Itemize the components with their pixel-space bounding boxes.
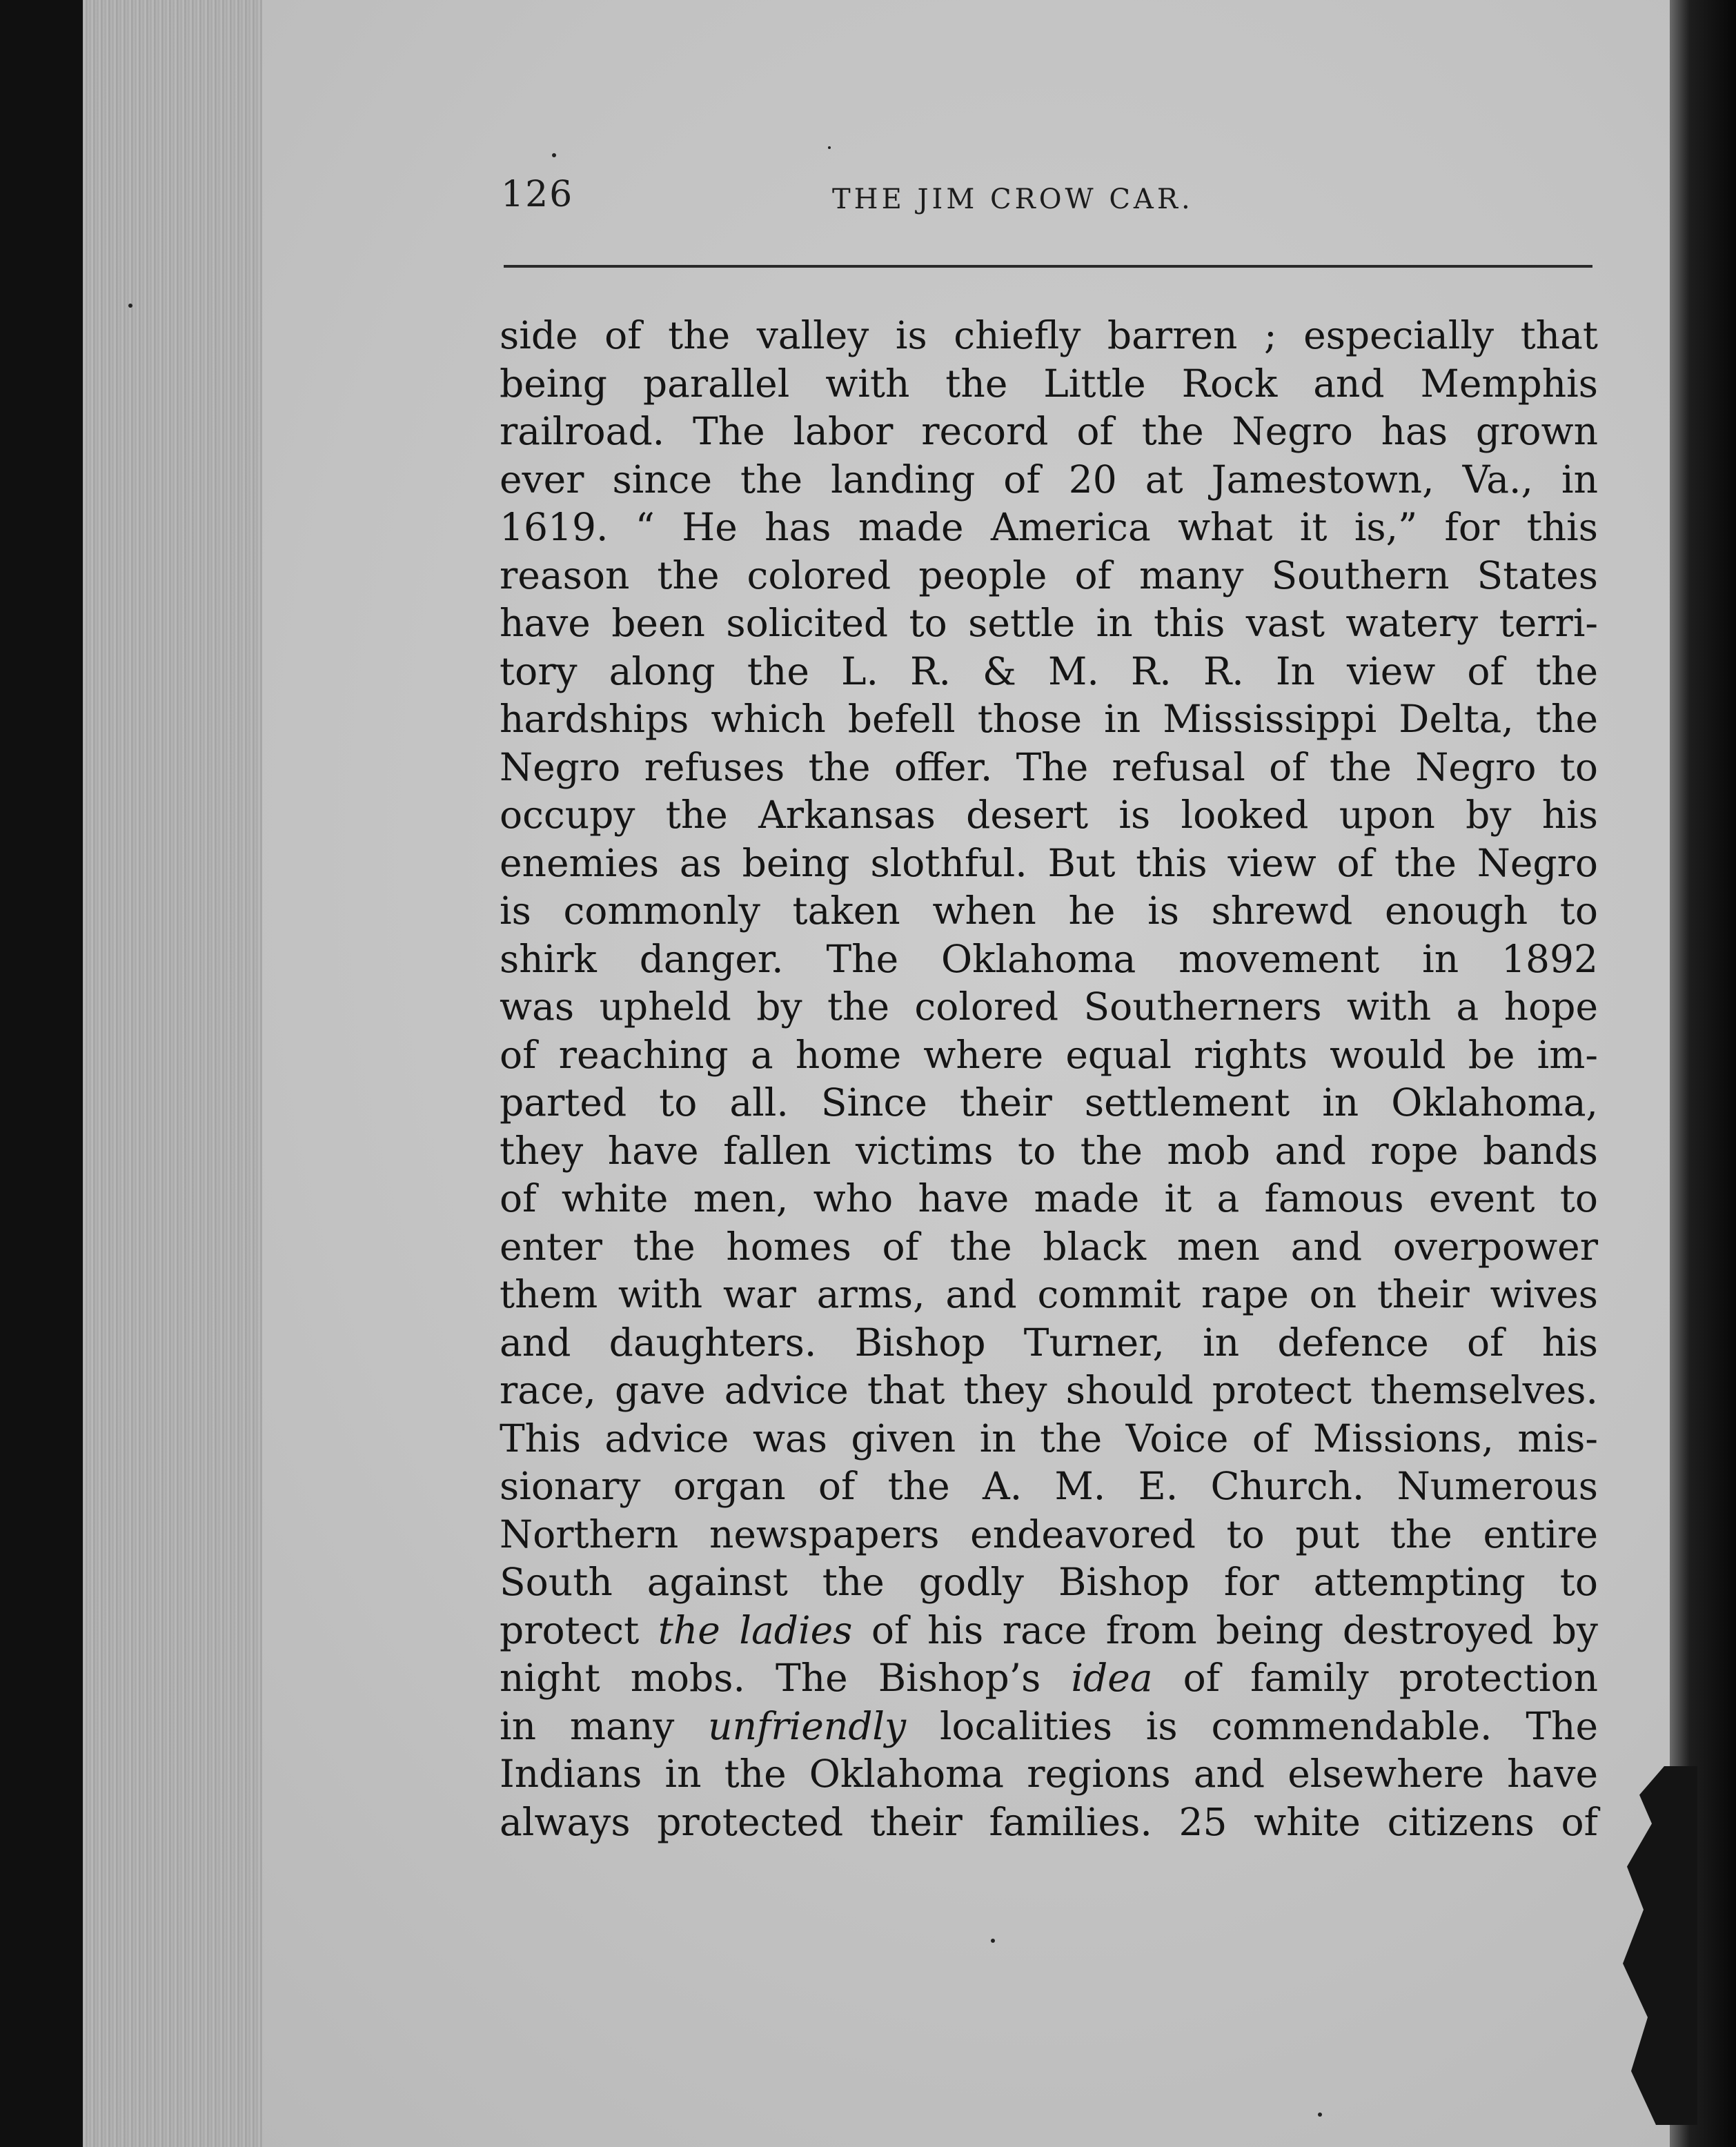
ink-speck: [128, 304, 132, 308]
ink-speck: [1318, 2113, 1322, 2117]
text-line: occupy the Arkansas desert is looked upon by his: [500, 793, 1598, 837]
text-run: protect: [500, 1607, 658, 1652]
text-line: sionary organ of the A. M. E. Church. Numerous: [500, 1464, 1598, 1508]
header-rule: [504, 265, 1592, 268]
text-line: and daughters. Bishop Turner, in defence of his: [500, 1320, 1598, 1365]
text-line: 1619. “ He has made America what it is,” for this: [500, 505, 1598, 549]
text-run: of family protection: [1152, 1656, 1598, 1700]
text-line: of reaching a home where equal rights would be im-: [500, 1032, 1598, 1077]
text-line: enter the homes of the black men and overpower: [500, 1224, 1598, 1269]
text-line: them with war arms, and commit rape on their wives: [500, 1272, 1598, 1316]
text-line: of white men, who have made it a famous event to: [500, 1176, 1598, 1220]
text-line: Indians in the Oklahoma regions and elsewhere have: [500, 1752, 1598, 1796]
page-number: 126: [501, 174, 574, 215]
text-run: in many: [500, 1703, 709, 1748]
text-line: tory along the L. R. & M. R. R. In view of the: [500, 649, 1598, 693]
text-line: hardships which befell those in Mississippi Delta, the: [500, 697, 1598, 741]
text-line: always protected their families. 25 white citizens of: [500, 1799, 1598, 1844]
italic-phrase: the ladies: [658, 1607, 853, 1652]
text-line: South against the godly Bishop for attempting to: [500, 1560, 1598, 1604]
text-line: reason the colored people of many Southern States: [500, 553, 1598, 597]
text-line: railroad. The labor record of the Negro has grown: [500, 409, 1598, 453]
ink-speck: [828, 146, 831, 149]
text-line: have been solicited to settle in this vast watery terri-: [500, 601, 1598, 645]
text-line-with-italic: [500, 1703, 1598, 1751]
text-line-with-italic: [500, 1654, 1598, 1703]
text-line: enemies as being slothful. But this view of the Negro: [500, 840, 1598, 885]
text-line: side of the valley is chiefly barren ; especially that: [500, 313, 1598, 357]
running-head: [501, 174, 1598, 236]
text-line: This advice was given in the Voice of Missions, mis-: [500, 1416, 1598, 1461]
page-edges: [83, 0, 262, 2147]
body-text: [500, 312, 1598, 1846]
text-line: parted to all. Since their settlement in Oklahoma,: [500, 1080, 1598, 1125]
text-run: of his race from being destroyed by: [852, 1607, 1598, 1652]
text-run: night mobs. The Bishop’s: [500, 1656, 1072, 1700]
text-line: Negro refuses the offer. The refusal of the Negro to: [500, 744, 1598, 789]
italic-phrase: unfriendly: [708, 1703, 907, 1748]
running-title: THE JIM CROW CAR.: [832, 184, 1194, 215]
text-line: is commonly taken when he is shrewd enough to: [500, 889, 1598, 933]
text-line: ever since the landing of 20 at Jamestown, Va., in: [500, 457, 1598, 502]
text-line: they have fallen victims to the mob and rope bands: [500, 1128, 1598, 1173]
text-line: was upheld by the colored Southerners with a hope: [500, 985, 1598, 1029]
text-line-with-italic: [500, 1607, 1598, 1655]
text-line: being parallel with the Little Rock and Memphis: [500, 361, 1598, 406]
text-run: localities is commendable. The: [906, 1703, 1598, 1748]
ink-speck: [991, 1939, 995, 1943]
text-line: race, gave advice that they should protect themselves.: [500, 1368, 1598, 1412]
italic-phrase: idea: [1071, 1656, 1153, 1700]
text-line: Northern newspapers endeavored to put the entire: [500, 1512, 1598, 1556]
text-line: shirk danger. The Oklahoma movement in 1892: [500, 936, 1598, 981]
ink-speck: [552, 153, 556, 157]
